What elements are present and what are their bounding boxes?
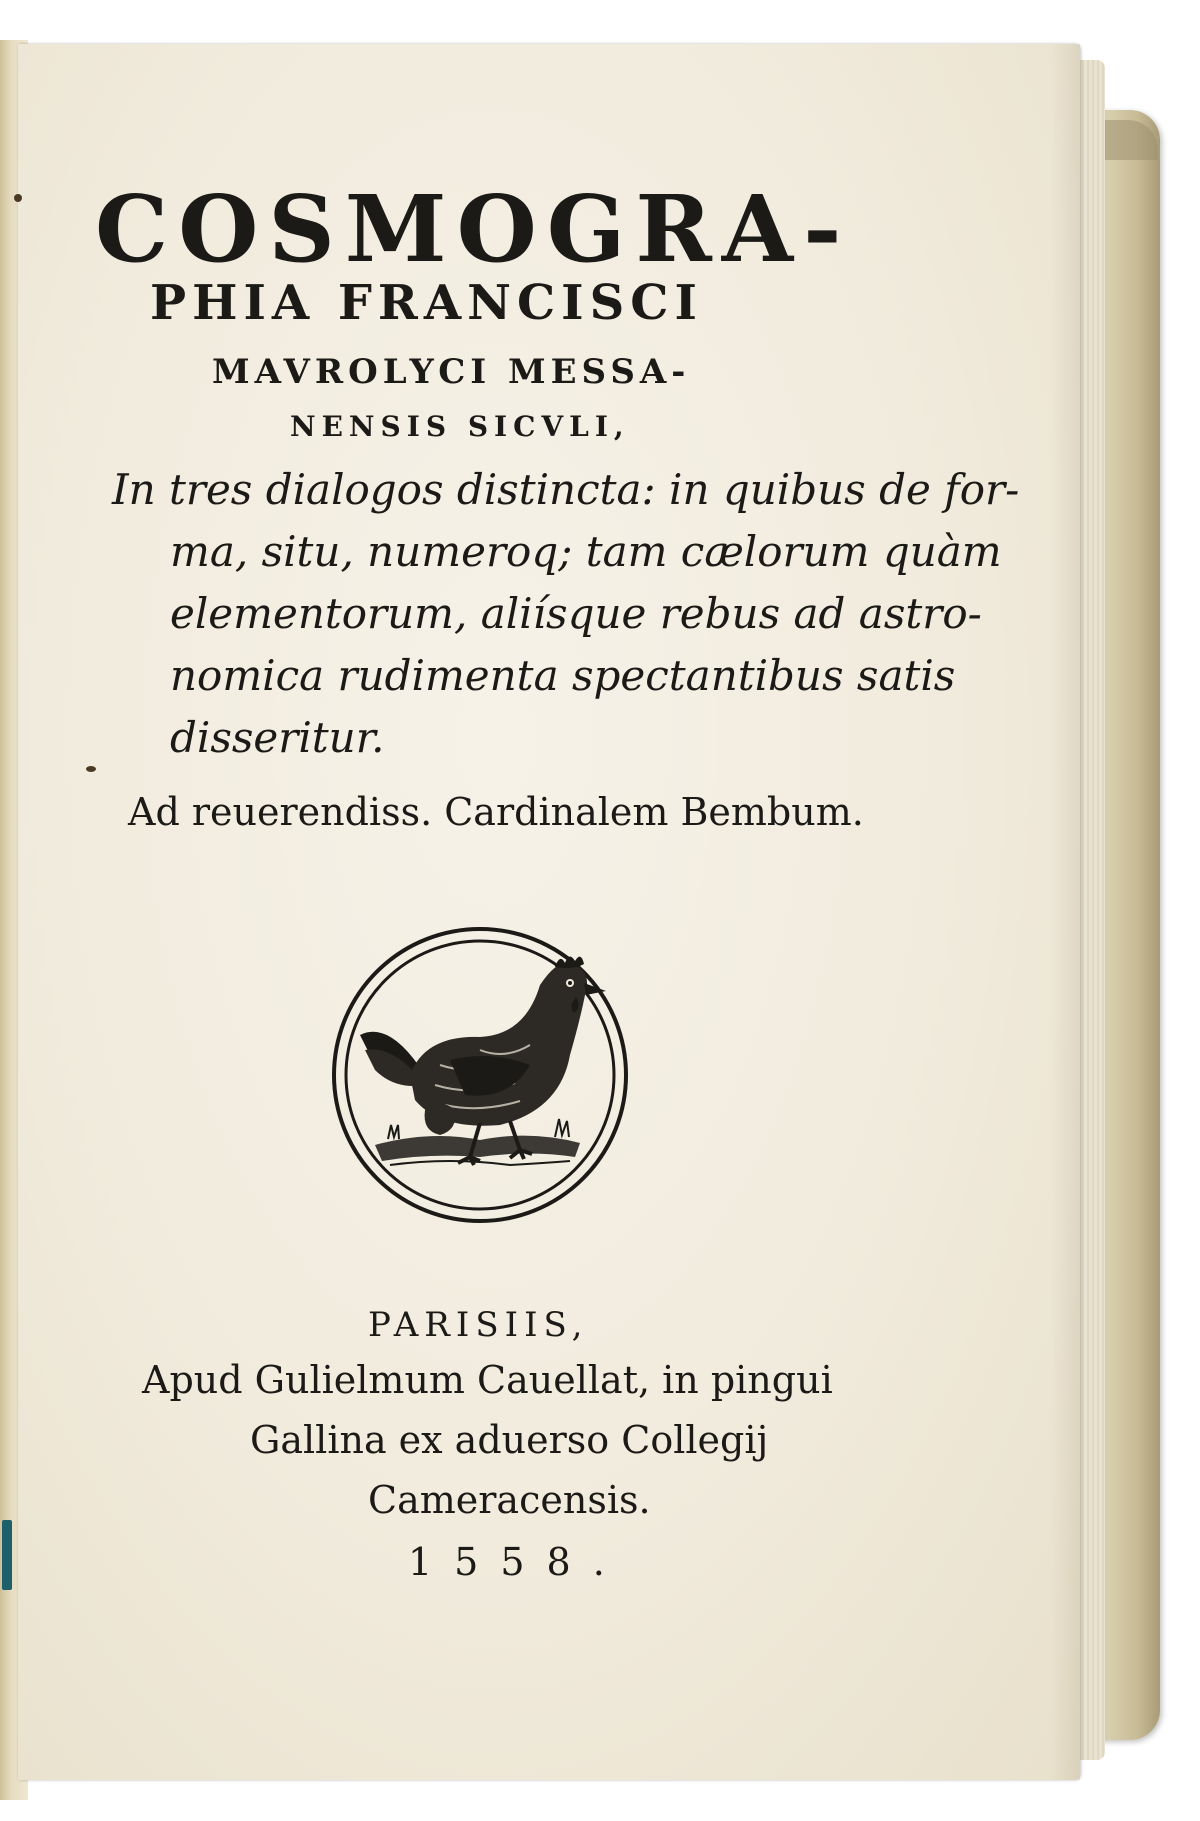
binding-thread bbox=[2, 1520, 12, 1590]
foxing-spot bbox=[14, 194, 22, 202]
imprint-year: 1558. bbox=[408, 1540, 627, 1584]
hen-woodcut-icon bbox=[330, 925, 630, 1225]
dedication: Ad reuerendiss. Cardinalem Bembum. bbox=[128, 790, 864, 834]
imprint-line-4: Cameracensis. bbox=[368, 1478, 651, 1522]
title-line-1: COSMOGRA- bbox=[95, 175, 852, 283]
title-line-4: NENSIS SICVLI, bbox=[290, 410, 630, 443]
foxing-spot bbox=[86, 766, 96, 772]
subtitle-line-5: disseritur. bbox=[170, 713, 385, 762]
subtitle-line-1: In tres dialogos distincta: in quibus de for- bbox=[112, 465, 1020, 514]
subtitle-line-3: elementorum, aliísque rebus ad astro- bbox=[170, 589, 982, 638]
imprint-line-2: Apud Gulielmum Cauellat, in pingui bbox=[142, 1358, 833, 1402]
subtitle-line-2: ma, situ, numeroq; tam cælorum quàm bbox=[170, 527, 1002, 576]
imprint-line-3: Gallina ex aduerso Collegij bbox=[250, 1418, 769, 1462]
subtitle-line-4: nomica rudimenta spectantibus satis bbox=[170, 651, 956, 700]
title-line-3: MAVROLYCI MESSA- bbox=[212, 352, 691, 392]
imprint-city: PARISIIS, bbox=[368, 1305, 589, 1345]
title-line-2: PHIA FRANCISCI bbox=[150, 275, 703, 331]
